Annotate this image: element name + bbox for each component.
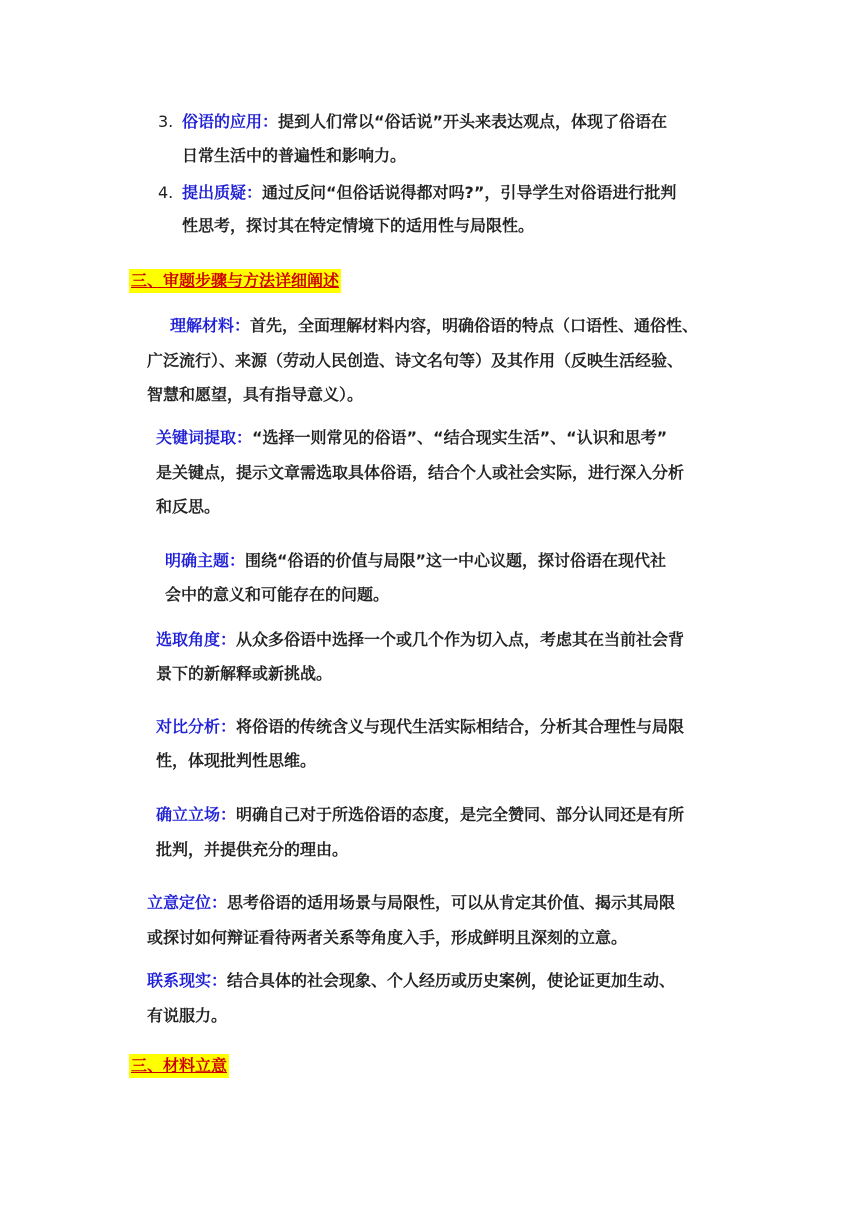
list-text: 日常生活中的普遍性和影响力。: [182, 146, 407, 165]
paragraph-line: [156, 656, 332, 691]
list-term: 俗语的应用：: [182, 112, 279, 131]
paragraph-text: 首先，全面理解材料内容，明确俗语的特点（口语性、通俗性、: [250, 316, 699, 335]
paragraph-term: 明确主题：: [165, 551, 246, 570]
paragraph-line: [165, 543, 666, 578]
paragraph-text: 是关键点，提示文章需选取具体俗语，结合个人或社会实际，进行深入分析: [156, 463, 685, 482]
paragraph-term: 对比分析：: [156, 717, 237, 736]
paragraph-text: 性，体现批判性思维。: [156, 751, 317, 770]
paragraph-line: [156, 455, 684, 490]
list-text: 提到人们常以“俗话说”开头来表达观点，体现了俗语在: [278, 112, 668, 131]
paragraph-text: 从众多俗语中选择一个或几个作为切入点，考虑其在当前社会背: [236, 630, 685, 649]
paragraph-term: 关键词提取：: [156, 428, 253, 447]
list-text: 通过反问“但俗话说得都对吗?”，引导学生对俗语进行批判: [262, 183, 677, 202]
paragraph-term: 理解材料：: [170, 316, 251, 335]
paragraph-term: 选取角度：: [156, 630, 237, 649]
list-item-line: [182, 139, 406, 172]
paragraph-line: [156, 709, 684, 744]
paragraph-text: 思考俗语的适用场景与局限性，可以从肯定其价值、揭示其局限: [227, 893, 676, 912]
paragraph-text: 广泛流行）、来源（劳动人民创造、诗文名句等）及其作用（反映生活经验、: [147, 351, 684, 370]
paragraph-text: 结合具体的社会现象、个人经历或历史案例，使论证更加生动、: [227, 971, 676, 990]
list-item-line: [182, 105, 667, 138]
paragraph-text: 有说服力。: [147, 1006, 228, 1025]
paragraph-text: 和反思。: [156, 497, 221, 516]
paragraph-line: [147, 885, 675, 920]
paragraph-line: [156, 622, 684, 657]
list-number: 3.: [158, 112, 174, 131]
paragraph-term: 确立立场：: [156, 805, 237, 824]
paragraph-text: 会中的意义和可能存在的问题。: [165, 585, 390, 604]
paragraph-line: [170, 308, 698, 343]
paragraph-term: 立意定位：: [147, 893, 228, 912]
paragraph-line: [156, 743, 316, 778]
paragraph-text: 明确自己对于所选俗语的态度，是完全赞同、部分认同还是有所: [236, 805, 685, 824]
paragraph-line: [147, 963, 675, 998]
list-item-line: [182, 209, 534, 242]
paragraph-text: “选择一则常见的俗语”、“结合现实生活”、“认识和思考”: [252, 428, 668, 447]
list-item-line: [182, 176, 676, 209]
list-text: 性思考，探讨其在特定情境下的适用性与局限性。: [182, 216, 535, 235]
paragraph-line: [156, 420, 667, 455]
paragraph-text: 或探讨如何辩证看待两者关系等角度入手，形成鲜明且深刻的立意。: [147, 928, 628, 947]
list-number: 4.: [158, 183, 174, 202]
paragraph-line: [156, 489, 220, 524]
paragraph-text: 批判，并提供充分的理由。: [156, 840, 349, 859]
paragraph-line: [147, 377, 363, 412]
paragraph-line: [156, 832, 348, 867]
section-heading: 三、审题步骤与方法详细阐述: [129, 269, 341, 293]
paragraph-line: [147, 998, 227, 1033]
paragraph-text: 围绕“俗语的价值与局限”这一中心议题，探讨俗语在现代社: [245, 551, 667, 570]
paragraph-text: 智慧和愿望，具有指导意义）。: [147, 385, 364, 404]
paragraph-text: 景下的新解释或新挑战。: [156, 664, 333, 683]
paragraph-term: 联系现实：: [147, 971, 228, 990]
paragraph-line: [156, 797, 684, 832]
paragraph-line: [147, 920, 627, 955]
list-term: 提出质疑：: [182, 183, 263, 202]
paragraph-line: [147, 343, 683, 378]
paragraph-text: 将俗语的传统含义与现代生活实际相结合，分析其合理性与局限: [236, 717, 685, 736]
section-heading: 三、材料立意: [129, 1054, 229, 1078]
paragraph-line: [165, 577, 389, 612]
